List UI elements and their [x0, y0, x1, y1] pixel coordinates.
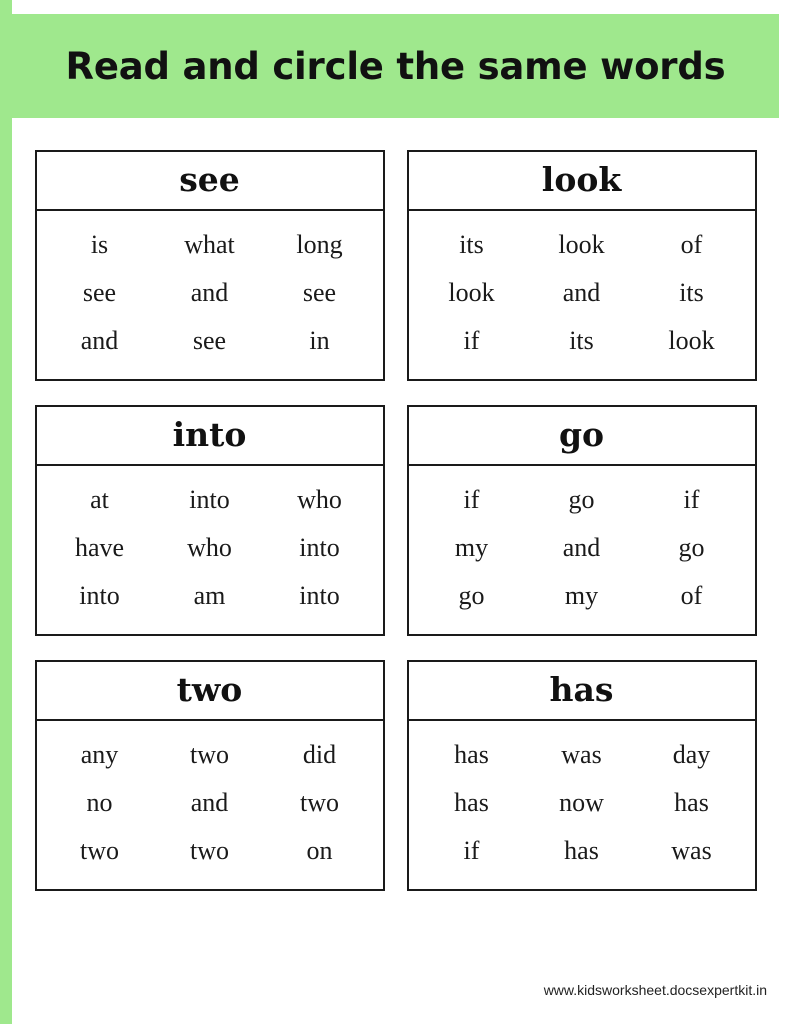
word-cell[interactable]: look [668, 326, 715, 355]
word-cell[interactable]: and [562, 533, 601, 562]
word-cell[interactable]: go [678, 533, 705, 562]
word-cell[interactable]: has [564, 836, 599, 865]
target-word: into [172, 415, 247, 454]
word-cell[interactable]: and [562, 278, 601, 307]
word-row [417, 269, 747, 317]
word-cell[interactable]: in [309, 326, 330, 355]
word-cell[interactable]: two [80, 836, 119, 865]
word-row [45, 524, 375, 572]
word-row [417, 572, 747, 620]
word-cell[interactable]: look [558, 230, 605, 259]
word-cell[interactable]: and [190, 278, 229, 307]
word-card-body [409, 721, 755, 889]
word-card [407, 660, 757, 891]
word-cell[interactable]: if [683, 485, 700, 514]
word-row [45, 827, 375, 875]
word-card-header [409, 407, 755, 466]
word-cell[interactable]: see [302, 278, 337, 307]
word-cell[interactable]: now [559, 788, 604, 817]
word-row [45, 269, 375, 317]
word-card-header [37, 407, 383, 466]
word-card [407, 150, 757, 381]
word-cell[interactable]: its [569, 326, 594, 355]
word-cell[interactable]: who [187, 533, 232, 562]
word-cell[interactable]: is [90, 230, 109, 259]
word-card [35, 150, 385, 381]
word-card-header [37, 662, 383, 721]
word-card-header [409, 152, 755, 211]
word-cell[interactable]: was [671, 836, 712, 865]
page-title: Read and circle the same words [65, 44, 726, 88]
word-cell[interactable]: of [680, 230, 703, 259]
word-cell[interactable]: into [299, 581, 340, 610]
word-cell[interactable]: into [189, 485, 230, 514]
word-cell[interactable]: two [190, 836, 229, 865]
word-cell[interactable]: was [561, 740, 602, 769]
word-cell[interactable]: if [463, 485, 480, 514]
word-cell[interactable]: its [459, 230, 484, 259]
word-card-body [37, 721, 383, 889]
word-cell[interactable]: no [86, 788, 113, 817]
word-row [417, 317, 747, 365]
word-cell[interactable]: my [454, 533, 489, 562]
word-row [45, 476, 375, 524]
footer-url: www.kidsworksheet.docsexpertkit.in [543, 982, 767, 998]
word-cell[interactable]: am [193, 581, 226, 610]
word-card [407, 405, 757, 636]
word-row [45, 731, 375, 779]
word-cell[interactable]: day [672, 740, 711, 769]
word-cell[interactable]: and [190, 788, 229, 817]
word-row [417, 476, 747, 524]
word-row [417, 827, 747, 875]
word-card [35, 660, 385, 891]
word-cell[interactable]: what [184, 230, 235, 259]
word-card-grid [0, 150, 791, 891]
word-cell[interactable]: its [679, 278, 704, 307]
word-cell[interactable]: look [448, 278, 495, 307]
word-cell[interactable]: two [190, 740, 229, 769]
word-cell[interactable]: have [74, 533, 125, 562]
word-cell[interactable]: did [302, 740, 337, 769]
word-card-body [409, 466, 755, 634]
word-cell[interactable]: at [90, 485, 109, 514]
word-card-header [37, 152, 383, 211]
word-cell[interactable]: has [674, 788, 709, 817]
word-cell[interactable]: into [79, 581, 120, 610]
word-cell[interactable]: long [296, 230, 343, 259]
word-card-header [409, 662, 755, 721]
word-card-body [409, 211, 755, 379]
target-word: two [176, 670, 243, 709]
word-cell[interactable]: into [299, 533, 340, 562]
word-row [45, 221, 375, 269]
word-row [45, 572, 375, 620]
word-cell[interactable]: see [192, 326, 227, 355]
word-row [45, 779, 375, 827]
word-card-body [37, 211, 383, 379]
target-word: look [541, 160, 622, 199]
word-card-body [37, 466, 383, 634]
word-cell[interactable]: who [297, 485, 342, 514]
word-cell[interactable]: my [564, 581, 599, 610]
target-word: see [179, 160, 240, 199]
word-cell[interactable]: if [463, 836, 480, 865]
word-cell[interactable]: any [80, 740, 119, 769]
word-cell[interactable]: if [463, 326, 480, 355]
word-row [417, 221, 747, 269]
word-row [45, 317, 375, 365]
word-cell[interactable]: go [568, 485, 595, 514]
word-cell[interactable]: and [80, 326, 119, 355]
word-row [417, 524, 747, 572]
word-cell[interactable]: has [454, 788, 489, 817]
word-card [35, 405, 385, 636]
word-cell[interactable]: of [680, 581, 703, 610]
word-cell[interactable]: has [454, 740, 489, 769]
worksheet-header [12, 14, 779, 118]
word-row [417, 731, 747, 779]
word-cell[interactable]: see [82, 278, 117, 307]
word-cell[interactable]: two [300, 788, 339, 817]
word-cell[interactable]: go [458, 581, 485, 610]
word-cell[interactable]: on [306, 836, 333, 865]
target-word: go [558, 415, 605, 454]
word-row [417, 779, 747, 827]
target-word: has [549, 670, 614, 709]
